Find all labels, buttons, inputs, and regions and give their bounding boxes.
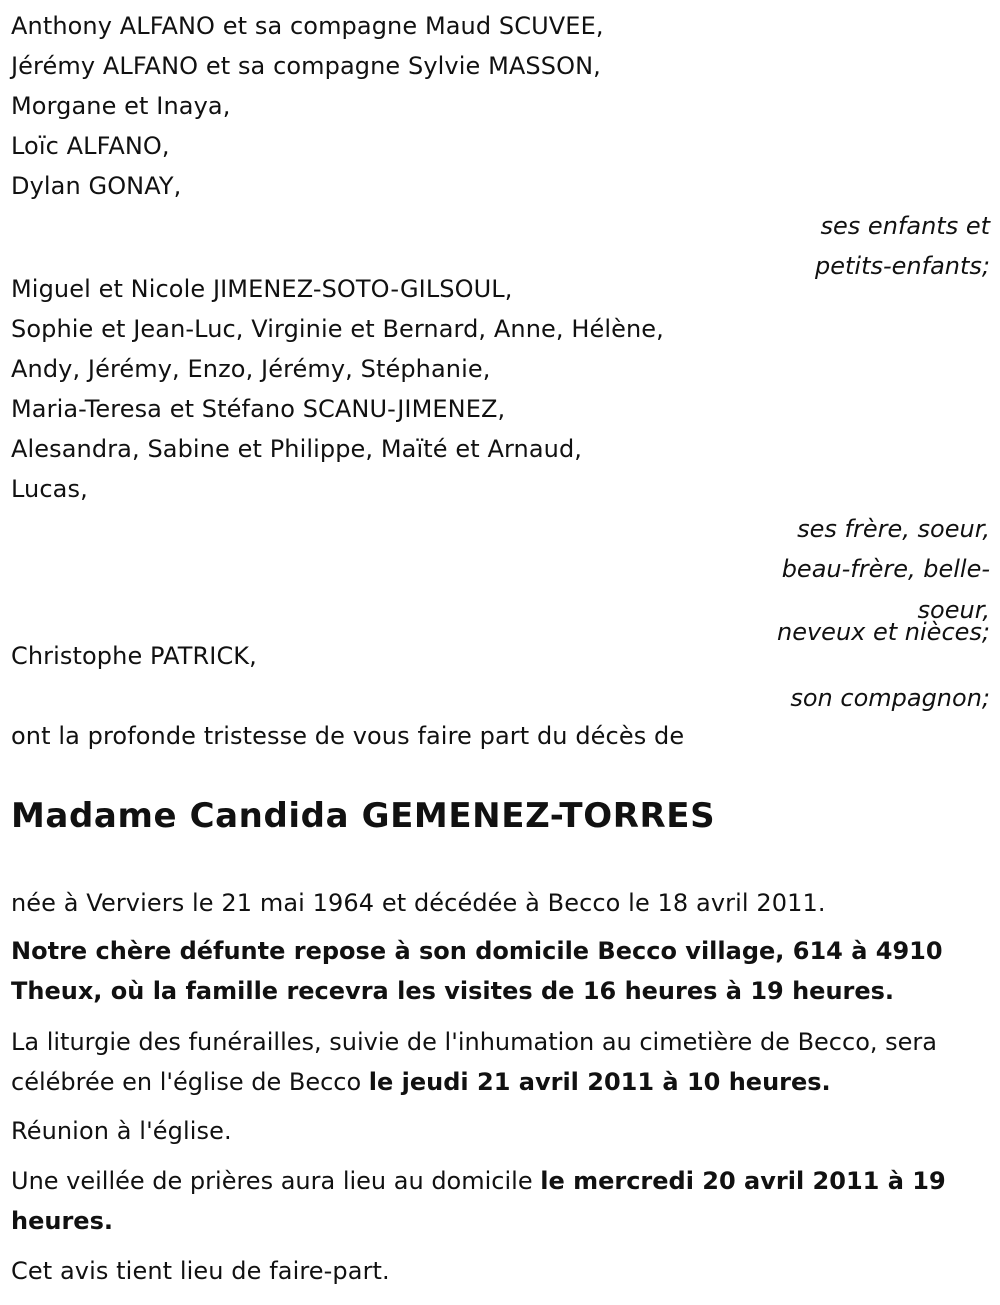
family-name-line: Alesandra, Sabine et Philippe, Maïté et Arnaud, <box>11 435 583 463</box>
family-name-line: Miguel et Nicole JIMENEZ-SOTO-GILSOUL, <box>11 275 513 303</box>
repose-paragraph <box>11 931 990 1011</box>
deceased-name-heading: Madame Candida GEMENEZ-TORRES <box>11 796 716 836</box>
relationship-label: petits-enfants; <box>815 252 990 280</box>
relationship-label: soeur, <box>917 596 990 624</box>
partner-group <box>11 636 990 718</box>
vigil-paragraph <box>11 1161 990 1241</box>
relationship-label: ses frère, soeur, <box>797 515 990 543</box>
family-name-line: Loïc ALFANO, <box>11 132 170 160</box>
relationship-label: beau-frère, belle- <box>781 555 990 583</box>
closing-text: Cet avis tient lieu de faire-part. <box>11 1257 390 1285</box>
family-name-line: Morgane et Inaya, <box>11 92 231 120</box>
vigil-date: le mercredi 20 avril 2011 à 19 heures. <box>11 1167 946 1235</box>
family-name-line: Lucas, <box>11 475 88 503</box>
family-name-line: Sophie et Jean-Luc, Virginie et Bernard, Anne, Hélène, <box>11 315 664 343</box>
family-name-line: Jérémy ALFANO et sa compagne Sylvie MASSON, <box>11 52 601 80</box>
siblings-group <box>11 269 990 646</box>
family-name-line: Andy, Jérémy, Enzo, Jérémy, Stéphanie, <box>11 355 491 383</box>
children-group <box>11 6 990 286</box>
reunion-text: Réunion à l'église. <box>11 1117 232 1145</box>
family-name-line: Dylan GONAY, <box>11 172 182 200</box>
relationship-label: son compagnon; <box>790 684 990 712</box>
liturgy-paragraph <box>11 1022 990 1102</box>
repose-text: Notre chère défunte repose à son domicile Becco village, 614 à 4910 Theux, où la famille recevra les visites de 16 heures à 19 heures. <box>11 937 943 1005</box>
liturgy-text: La liturgie des funérailles, suivie de l'inhumation au cimetière de Becco, sera célébrée en l'église de Becco <box>11 1028 937 1096</box>
liturgy-date: le jeudi 21 avril 2011 à 10 heures. <box>368 1068 831 1096</box>
relationship-label: ses enfants et <box>820 212 990 240</box>
announcement-text: ont la profonde tristesse de vous faire part du décès de <box>11 722 685 750</box>
relationship-label: neveux et nièces; <box>777 618 990 646</box>
birth-death-text: née à Verviers le 21 mai 1964 et décédée à Becco le 18 avril 2011. <box>11 889 826 917</box>
family-name-line: Anthony ALFANO et sa compagne Maud SCUVEE, <box>11 12 604 40</box>
vigil-text: Une veillée de prières aura lieu au domicile <box>11 1167 541 1195</box>
family-name-line: Maria-Teresa et Stéfano SCANU-JIMENEZ, <box>11 395 506 423</box>
family-name-line: Christophe PATRICK, <box>11 642 257 670</box>
